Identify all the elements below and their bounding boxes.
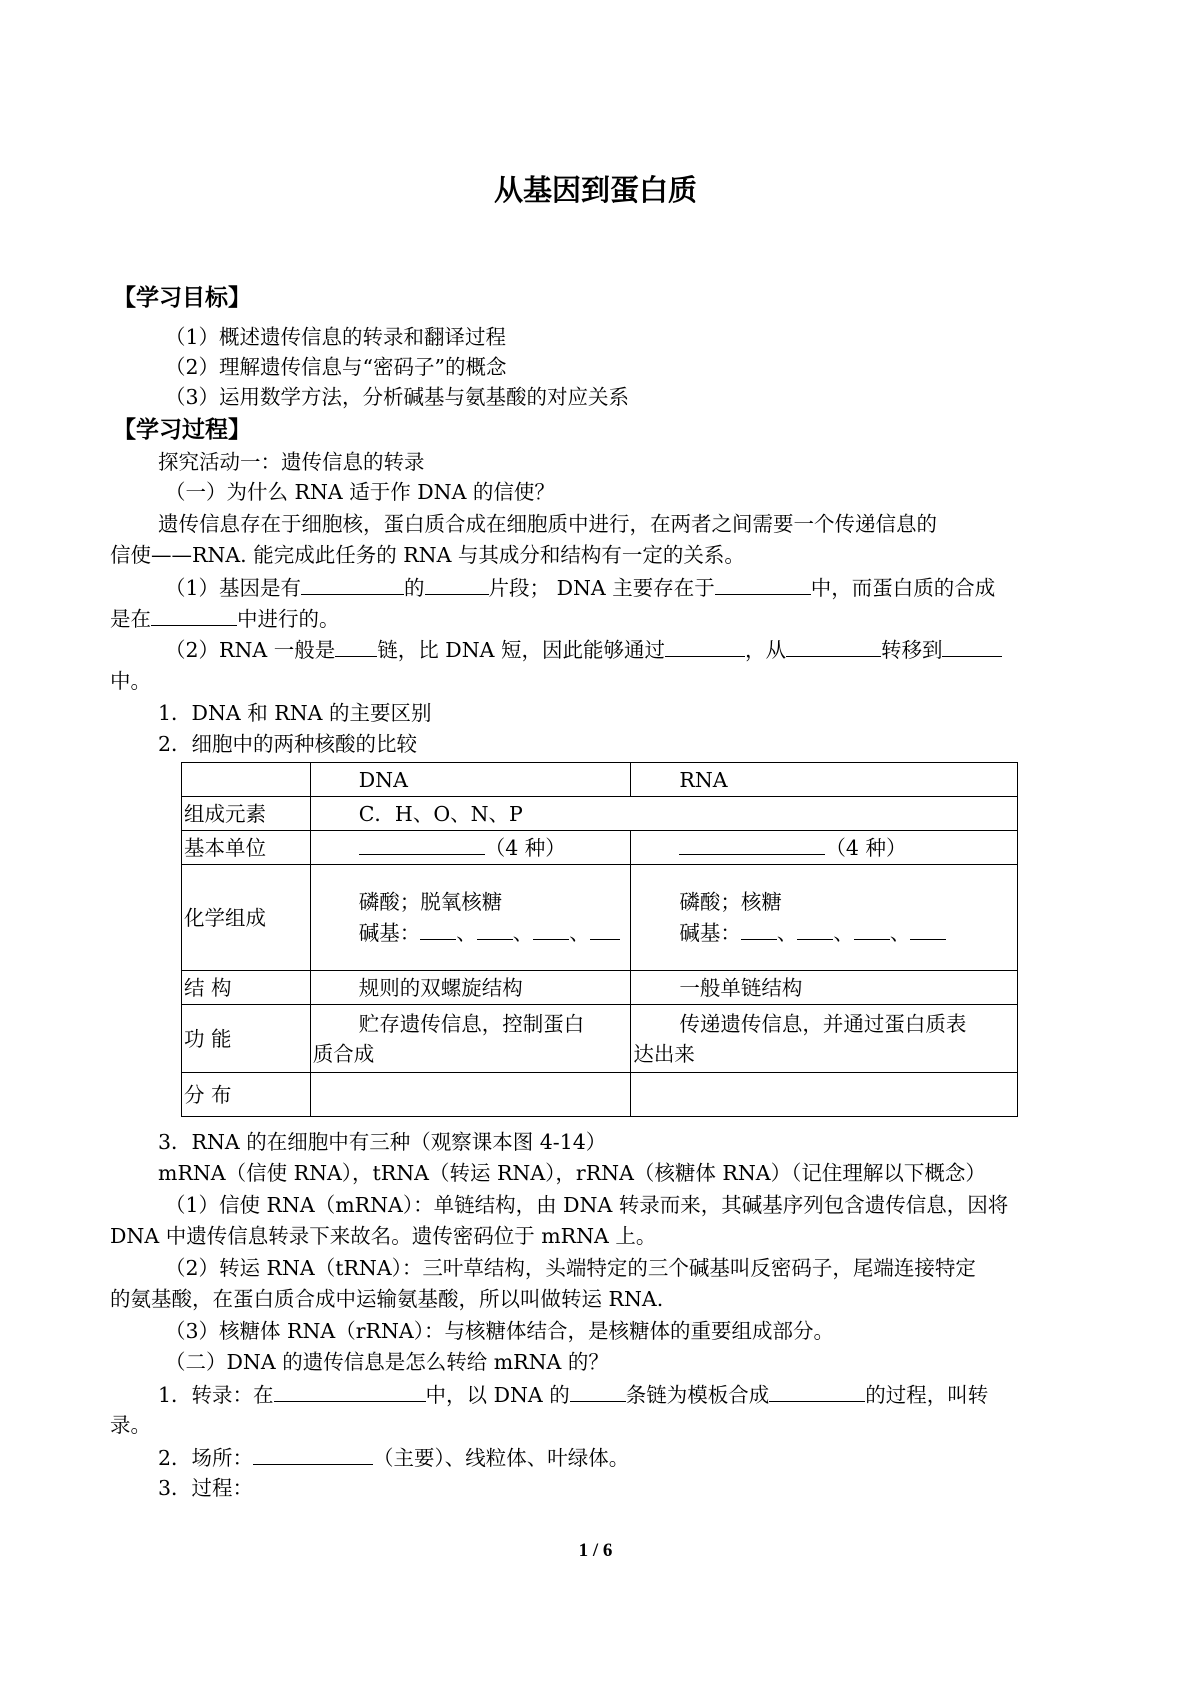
paragraph-line: （1）信使 RNA（mRNA）：单链结构，由 DNA 转录而来，其碱基序列包含遗传信息，因将 — [165, 1193, 1009, 1217]
text: ，从 — [744, 638, 786, 662]
text: 、 — [776, 921, 798, 945]
row-label: 结 构 — [182, 971, 311, 1005]
row-label: 分 布 — [182, 1073, 311, 1117]
blank-field[interactable] — [477, 917, 513, 940]
text: 、 — [833, 921, 854, 945]
list-item: 2．细胞中的两种核酸的比较 — [158, 732, 418, 756]
table-header-rna: RNA — [631, 763, 1018, 797]
text: 转移到 — [880, 638, 943, 662]
paragraph-line: （3）核糖体 RNA（rRNA）：与核糖体结合，是核糖体的重要组成部分。 — [165, 1319, 834, 1343]
text: 中进行的。 — [237, 607, 340, 631]
table-cell — [310, 865, 631, 971]
text: 磷酸；脱氧核糖 — [358, 890, 503, 914]
text: 碱基： — [679, 921, 741, 945]
text: 质合成 — [312, 1041, 375, 1066]
table-cell: 规则的双螺旋结构 — [310, 971, 631, 1005]
text: 达出来 — [633, 1041, 695, 1066]
text: 传递遗传信息，并通过蛋白质表 — [679, 1011, 967, 1036]
table-cell — [631, 1005, 1018, 1073]
fill-line — [110, 603, 340, 634]
goal-item: （1）概述遗传信息的转录和翻译过程 — [165, 325, 507, 349]
table-row — [182, 865, 1018, 971]
text: 、 — [569, 921, 590, 945]
text: 条链为模板合成 — [625, 1383, 770, 1407]
blank-field[interactable] — [359, 832, 485, 855]
table-cell-empty[interactable] — [631, 1073, 1018, 1117]
goal-item: （2）理解遗传信息与“密码子”的概念 — [165, 355, 507, 379]
paragraph-line: mRNA（信使 RNA），tRNA（转运 RNA），rRNA（核糖体 RNA）（记住理解以下概念） — [158, 1161, 986, 1185]
heading-process: 【学习过程】 — [113, 417, 251, 443]
fill-line — [165, 572, 995, 603]
text: 的 — [404, 576, 425, 600]
blank-field[interactable] — [425, 572, 489, 595]
table-cell — [631, 865, 1018, 971]
table-row — [182, 763, 1018, 797]
blank-field[interactable] — [420, 917, 456, 940]
row-label: 组成元素 — [182, 797, 311, 831]
nucleic-acid-comparison-table — [181, 762, 1018, 1117]
blank-field[interactable] — [910, 917, 946, 940]
text: 的过程，叫转 — [865, 1383, 989, 1407]
blank-field[interactable] — [253, 1442, 373, 1465]
blank-field[interactable] — [533, 917, 569, 940]
list-item: 3．过程： — [158, 1476, 254, 1500]
text: 、 — [456, 921, 477, 945]
blank-field[interactable] — [942, 634, 1002, 657]
row-label: 功 能 — [182, 1005, 311, 1073]
blank-field[interactable] — [854, 917, 890, 940]
text: 2．场所： — [158, 1446, 254, 1470]
heading-goals: 【学习目标】 — [113, 285, 251, 311]
blank-field[interactable] — [274, 1379, 426, 1402]
table-header-dna: DNA — [310, 763, 631, 797]
activity-title: 探究活动一：遗传信息的转录 — [158, 450, 425, 474]
blank-field[interactable] — [741, 917, 777, 940]
text: 1．转录：在 — [158, 1383, 274, 1407]
blank-field[interactable] — [769, 1379, 865, 1402]
text: （1）基因是有 — [165, 576, 302, 600]
text: （主要）、线粒体、叶绿体。 — [373, 1446, 630, 1470]
blank-field[interactable] — [301, 572, 404, 595]
fill-line — [165, 634, 1002, 665]
fill-line — [158, 1442, 629, 1473]
blank-field[interactable] — [590, 917, 620, 940]
text: 中，以 DNA 的 — [425, 1383, 570, 1407]
blank-field[interactable] — [151, 603, 237, 626]
table-cell: C．H、O、N、P — [310, 797, 1017, 831]
blank-field[interactable] — [715, 572, 811, 595]
text: （4 种） — [484, 836, 566, 860]
text: 链，比 DNA 短，因此能够通过 — [377, 638, 665, 662]
goal-item: （3）运用数学方法，分析碱基与氨基酸的对应关系 — [165, 385, 630, 409]
table-row — [182, 971, 1018, 1005]
list-item: 3．RNA 的在细胞中有三种（观察课本图 4-14） — [158, 1130, 607, 1154]
paragraph-line: DNA 中遗传信息转录下来故名。遗传密码位于 mRNA 上。 — [110, 1224, 657, 1248]
text: 贮存遗传信息，控制蛋白 — [358, 1011, 585, 1036]
text: 磷酸；核糖 — [679, 890, 782, 914]
fill-line — [158, 1379, 988, 1410]
paragraph-line: （2）转运 RNA（tRNA）：三叶草结构，头端特定的三个碱基叫反密码子，尾端连接特定 — [165, 1256, 976, 1280]
row-label: 基本单位 — [182, 831, 311, 865]
text: 、 — [512, 921, 534, 945]
table-cell — [182, 763, 311, 797]
text: 中，而蛋白质的合成 — [810, 576, 996, 600]
paragraph-line: 的氨基酸，在蛋白质合成中运输氨基酸，所以叫做转运 RNA. — [110, 1287, 664, 1311]
table-row — [182, 1073, 1018, 1117]
text: 片段； DNA 主要存在于 — [488, 576, 715, 600]
text: 碱基： — [358, 921, 421, 945]
fill-line: 录。 — [110, 1413, 151, 1437]
text: 是在 — [110, 607, 151, 631]
paragraph-line: 遗传信息存在于细胞核，蛋白质合成在细胞质中进行，在两者之间需要一个传递信息的 — [158, 512, 937, 536]
base-blanks — [679, 917, 1015, 948]
page-title: 从基因到蛋白质 — [493, 173, 697, 207]
table-row — [182, 797, 1018, 831]
question-heading: （一）为什么 RNA 适于作 DNA 的信使？ — [165, 480, 555, 504]
table-row — [182, 1005, 1018, 1073]
blank-field[interactable] — [335, 634, 377, 657]
blank-field[interactable] — [665, 634, 745, 657]
table-cell — [310, 1005, 631, 1073]
page-number: 1 / 6 — [578, 1540, 613, 1561]
blank-field[interactable] — [679, 832, 825, 855]
fill-line: 中。 — [110, 669, 151, 693]
table-cell — [310, 831, 631, 865]
blank-field[interactable] — [570, 1379, 626, 1402]
row-label: 化学组成 — [182, 865, 311, 971]
table-cell — [631, 831, 1018, 865]
base-blanks — [359, 917, 629, 948]
list-item: 1．DNA 和 RNA 的主要区别 — [158, 701, 432, 725]
question-heading: （二）DNA 的遗传信息是怎么转给 mRNA 的？ — [165, 1350, 609, 1374]
paragraph-line: 信使——RNA. 能完成此任务的 RNA 与其成分和结构有一定的关系。 — [110, 543, 745, 567]
text: （4 种） — [825, 836, 907, 860]
table-cell: 一般单链结构 — [631, 971, 1018, 1005]
text: 、 — [889, 921, 911, 945]
table-cell-empty[interactable] — [310, 1073, 631, 1117]
table-row — [182, 831, 1018, 865]
blank-field[interactable] — [797, 917, 833, 940]
text: （2）RNA 一般是 — [165, 638, 336, 662]
blank-field[interactable] — [786, 634, 881, 657]
